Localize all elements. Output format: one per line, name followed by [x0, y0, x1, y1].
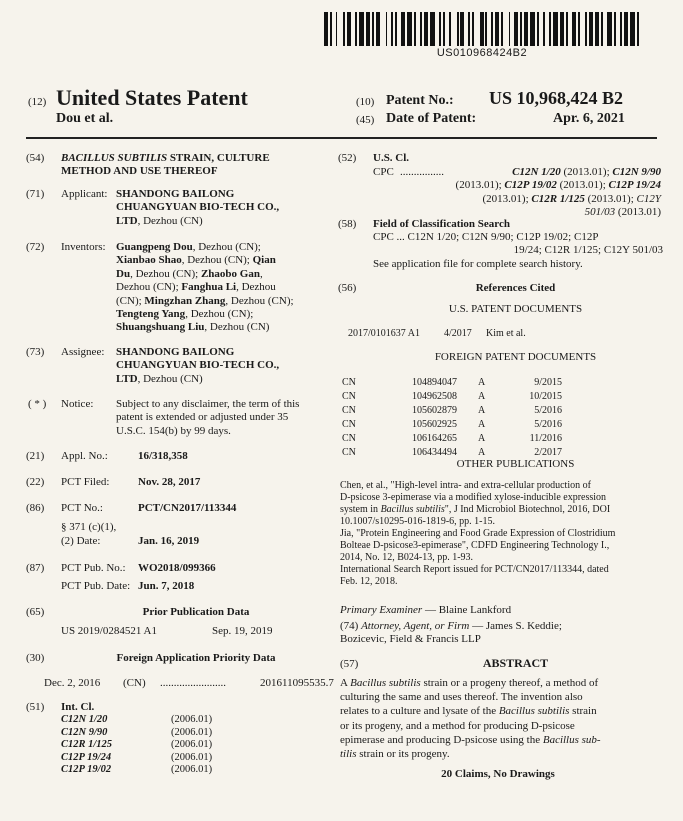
inventor-line: (CN); Mingzhan Zhang, Dezhou (CN);	[116, 294, 294, 307]
foreign-doc-no: 106434494	[412, 447, 457, 458]
foreign-doc-d: 5/2016	[534, 419, 562, 430]
appl-number: 16/318,358	[138, 450, 188, 462]
abstract-line: or its progeny, and a method for producing D-psicose	[340, 719, 575, 732]
patent-title: United States Patent	[56, 85, 248, 110]
cpc-line: C12N 1/20 (2013.01); C12N 9/90	[512, 166, 661, 178]
intcl-row	[61, 714, 212, 727]
foreign-doc-k: A	[478, 377, 486, 388]
notice-line: U.S.C. 154(b) by 99 days.	[116, 424, 231, 437]
foreign-doc-k: A	[478, 419, 486, 430]
notice-line: patent is extended or adjusted under 35	[116, 411, 289, 424]
foreign-doc-k: A	[478, 405, 486, 416]
inventor-line: Shuangshuang Liu, Dezhou (CN)	[116, 321, 270, 334]
other-pub-line: 10.1007/s10295-016-1819-6, pp. 1-15.	[340, 516, 495, 527]
inventors-code: (72)	[26, 241, 45, 253]
right-column	[338, 0, 663, 821]
foreign-doc-no: 104962508	[412, 391, 457, 402]
us-doc-date: 4/2017	[444, 328, 472, 339]
invention-title: BACILLUS SUBTILIS STRAIN, CULTURE METHOD AND USE THEREOF	[61, 152, 270, 178]
intcl-class: C12N 9/90	[61, 726, 108, 738]
s371-date-label: (2) Date:	[61, 535, 101, 547]
other-pub-line: 2014, No. 12, B024-13, pp. 1-93.	[340, 552, 474, 563]
applicant-name: SHANDONG BAILONG CHUANGYUAN BIO-TECH CO., LTD, Dezhou (CN)	[116, 188, 280, 227]
intcl-row	[61, 764, 212, 777]
applicant-code: (71)	[26, 188, 45, 200]
other-pub-line: system in Bacillus subtilis", J Ind Microbiol Biotechnol, 2016, DOI	[340, 504, 611, 515]
field-search-line: 19/24; C12R 1/125; C12Y 501/03	[513, 244, 663, 257]
intcl-class: C12P 19/02	[61, 764, 112, 776]
cpc-dots: ................	[400, 166, 444, 178]
assignee-code: (73)	[26, 346, 45, 358]
other-pubs-text	[340, 480, 660, 588]
pct-number: PCT/CN2017/113344	[138, 502, 237, 514]
appl-code: (21)	[26, 450, 45, 462]
pct-filed-code: (22)	[26, 476, 45, 488]
foreign-doc-d: 2/2017	[534, 447, 562, 458]
foreign-docs-title: FOREIGN PATENT DOCUMENTS	[434, 351, 597, 363]
cpc-classes	[398, 166, 661, 220]
prior-pub-code: (65)	[26, 606, 45, 618]
intcl-class: C12N 1/20	[61, 714, 108, 725]
foreign-priority-title: Foreign Application Priority Data	[116, 652, 276, 664]
inventors-label: Inventors:	[61, 241, 106, 253]
intcl-class: C12R 1/125	[61, 739, 113, 751]
left-column	[26, 0, 334, 821]
assignee-name: SHANDONG BAILONG CHUANGYUAN BIO-TECH CO., LTD, Dezhou (CN)	[116, 346, 280, 385]
inventor-line: Xianbao Shao, Dezhou (CN); Qian	[116, 254, 276, 267]
foreign-doc-c: CN	[342, 419, 356, 430]
abstract-text	[340, 676, 658, 761]
intcl-version: (2006.01)	[171, 726, 213, 738]
notice-text	[116, 398, 331, 438]
abstract-line: relates to a culture and lysate of the Bacillus subtilis strain	[340, 705, 597, 718]
intcl-row	[61, 739, 212, 752]
s371-label: § 371 (c)(1),	[61, 521, 117, 533]
applicant-label: Applicant:	[61, 188, 108, 200]
foreign-doc-no: 104894047	[412, 377, 457, 388]
foreign-doc-row	[342, 391, 562, 403]
barcode-number: US010968424B2	[436, 47, 528, 59]
pct-pub-date: Jun. 7, 2018	[138, 580, 195, 592]
intcl-version: (2006.01)	[171, 764, 213, 776]
attorney: (74) Attorney, Agent, or Firm — James S. Keddie; Bozicevic, Field & Francis LLP	[340, 620, 562, 646]
pct-no-label: PCT No.:	[61, 502, 103, 514]
s371-date: Jan. 16, 2019	[138, 535, 200, 547]
patent-date: Apr. 6, 2021	[553, 111, 625, 126]
other-pubs-title: OTHER PUBLICATIONS	[456, 458, 575, 470]
foreign-priority-date: Dec. 2, 2016	[44, 677, 101, 689]
other-pub-line: D-psicose 3-epimerase via a modified xylose-inducible expression	[340, 492, 607, 503]
pct-pub-date-label: PCT Pub. Date:	[61, 580, 131, 592]
intcl-table	[61, 714, 212, 777]
date-label: Date of Patent:	[386, 111, 477, 126]
cpc-line: (2013.01); C12P 19/02 (2013.01); C12P 19/24	[455, 179, 661, 192]
uscl-title: U.S. Cl.	[373, 152, 410, 164]
foreign-doc-k: A	[478, 391, 486, 402]
cpc-line: 501/03 (2013.01)	[584, 206, 661, 219]
abstract-line: tilis strain or its progeny.	[340, 748, 450, 761]
foreign-doc-d: 11/2016	[529, 433, 562, 444]
cpc-line: (2013.01); C12R 1/125 (2013.01); C12Y	[482, 192, 661, 205]
field-search-title: Field of Classification Search	[373, 218, 510, 230]
primary-examiner: Primary Examiner — Blaine Lankford	[340, 604, 512, 616]
prior-pub-number: US 2019/0284521 A1	[61, 625, 157, 637]
other-pub-line: Jia, "Protein Engineering and Food Grade Expression of Clostridium	[340, 528, 616, 539]
abstract-line: epimerase and producing D-psicose using the Bacillus sub-	[340, 733, 601, 746]
notice-label: Notice:	[61, 398, 94, 410]
foreign-doc-d: 5/2016	[534, 405, 562, 416]
inventors-list	[116, 241, 331, 335]
uscl-code: (52)	[338, 152, 357, 164]
notice-line: Subject to any disclaimer, the term of this	[116, 398, 300, 410]
foreign-doc-c: CN	[342, 405, 356, 416]
foreign-doc-c: CN	[342, 447, 356, 458]
foreign-doc-c: CN	[342, 377, 356, 388]
abstract-title: ABSTRACT	[482, 656, 549, 670]
foreign-doc-c: CN	[342, 391, 356, 402]
patent-no-label: Patent No.:	[386, 93, 454, 108]
intcl-row	[61, 752, 212, 765]
intcl-code: (51)	[26, 701, 45, 713]
foreign-doc-no: 105602879	[412, 405, 457, 416]
foreign-doc-k: A	[478, 433, 486, 444]
other-pub-line: International Search Report issued for PCT/CN2017/113344, dated	[340, 564, 609, 575]
prior-pub-title: Prior Publication Data	[142, 606, 250, 618]
patent-number: US 10,968,424 B2	[489, 88, 624, 108]
foreign-doc-d: 10/2015	[529, 391, 562, 402]
foreign-priority-country: (CN)	[123, 677, 146, 689]
pct-pub-code: (87)	[26, 562, 45, 574]
us-doc-no: 2017/0101637 A1	[348, 328, 420, 339]
title-code: (54)	[26, 152, 45, 164]
foreign-priority-number: 201611095535.7	[260, 677, 334, 689]
foreign-doc-k: A	[478, 447, 486, 458]
foreign-doc-c: CN	[342, 433, 356, 444]
field-search-text	[373, 231, 663, 271]
cpc-label: CPC	[373, 166, 394, 178]
pct-pub-label: PCT Pub. No.:	[61, 562, 126, 574]
inventor-line: Du, Dezhou (CN); Zhaobo Gan,	[116, 267, 263, 280]
pct-filed-date: Nov. 28, 2017	[138, 476, 201, 488]
refs-code: (56)	[338, 282, 357, 294]
us-docs-title: U.S. PATENT DOCUMENTS	[448, 303, 583, 315]
intcl-version: (2006.01)	[171, 751, 213, 763]
foreign-doc-row	[342, 419, 562, 431]
foreign-docs-table	[340, 375, 564, 461]
kind-code-label: (12)	[28, 96, 47, 108]
appl-label: Appl. No.:	[61, 450, 108, 462]
assignee-label: Assignee:	[61, 346, 105, 358]
pct-no-code: (86)	[26, 502, 45, 514]
other-pub-line: Feb. 12, 2018.	[340, 576, 398, 587]
foreign-doc-row	[342, 433, 562, 445]
inventor-line: Guangpeng Dou, Dezhou (CN);	[116, 241, 261, 253]
inventor-line: Dezhou (CN); Fanghua Li, Dezhou	[116, 281, 276, 294]
foreign-doc-d: 9/2015	[534, 377, 562, 388]
inventor-line: Tengteng Yang, Dezhou (CN);	[116, 308, 254, 321]
us-docs-table	[346, 326, 568, 342]
field-search-line: See application file for complete search history.	[373, 257, 583, 270]
intcl-class: C12P 19/24	[61, 751, 112, 763]
foreign-priority-dots: ........................	[160, 677, 226, 689]
field-search-line: CPC ... C12N 1/20; C12N 9/90; C12P 19/02; C12P	[373, 231, 599, 243]
intcl-title: Int. Cl.	[61, 701, 95, 713]
abstract-line: culturing the same and uses thereof. The invention also	[340, 691, 583, 704]
other-pub-line: Bolteae D-psicose3-epimerase", CDFD Engineering Technology I.,	[340, 540, 610, 551]
inventor-short: Dou et al.	[56, 111, 114, 126]
pct-filed-label: PCT Filed:	[61, 476, 110, 488]
intcl-version: (2006.01)	[171, 739, 213, 751]
field-search-code: (58)	[338, 218, 357, 230]
intcl-row	[61, 727, 212, 740]
foreign-doc-no: 105602925	[412, 419, 457, 430]
foreign-priority-code: (30)	[26, 652, 45, 664]
us-doc-name: Kim et al.	[486, 328, 526, 339]
pct-pub-number: WO2018/099366	[138, 562, 216, 574]
us-doc-row	[348, 328, 566, 340]
prior-pub-date: Sep. 19, 2019	[212, 625, 273, 637]
foreign-doc-row	[342, 377, 562, 389]
intcl-version: (2006.01)	[171, 714, 213, 725]
patent-no-code: (10)	[356, 96, 375, 108]
date-code: (45)	[356, 114, 375, 126]
other-pub-line: Chen, et al., "High-level intra- and extra-cellular production of	[340, 480, 591, 491]
abstract-line: A Bacillus subtilis strain or a progeny thereof, a method of	[340, 677, 599, 689]
notice-code: ( * )	[28, 398, 47, 410]
abstract-code: (57)	[340, 658, 359, 670]
foreign-doc-row	[342, 405, 562, 417]
refs-title: References Cited	[475, 282, 556, 294]
claims-summary: 20 Claims, No Drawings	[441, 768, 555, 780]
foreign-doc-no: 106164265	[412, 433, 457, 444]
